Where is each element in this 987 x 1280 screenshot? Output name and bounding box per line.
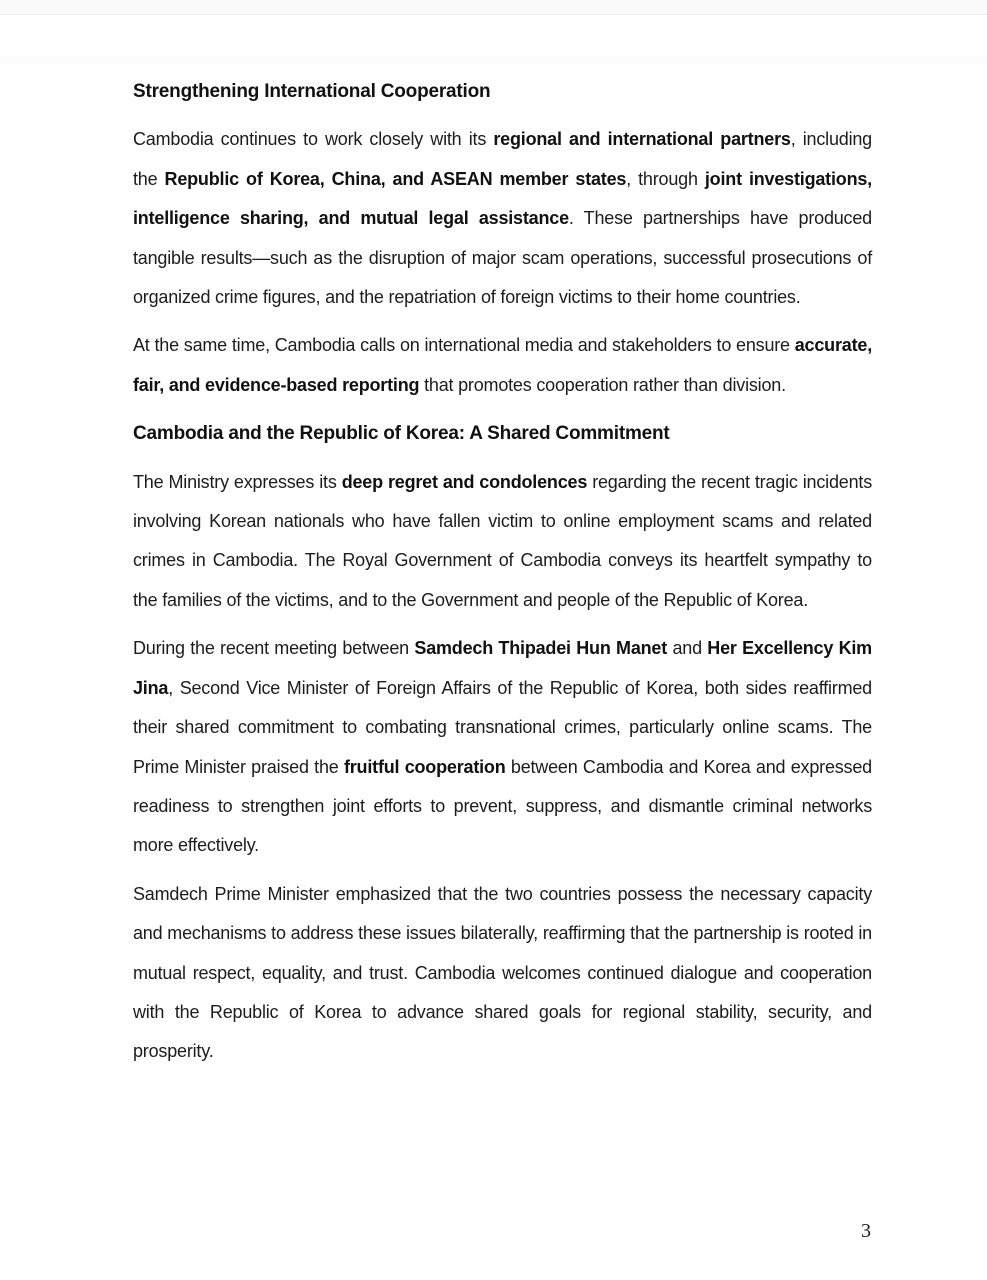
scan-artifact-top <box>0 0 987 15</box>
bold-run: deep regret and condolences <box>341 471 588 492</box>
bold-run: fruitful cooperation <box>343 756 506 777</box>
text-run: between Cambodia and Korea and expressed readiness to strengthen joint efforts to prevent, suppress, and dismantle criminal networks more effectively. <box>133 756 872 856</box>
section-heading-strengthening-international-cooperation: Strengthening International Cooperation <box>133 81 491 102</box>
page-number: 3 <box>861 1220 871 1242</box>
text-run: regarding the recent tragic incidents involving Korean nationals who have fallen victim to online employment scams and related crimes in Cambodia. The Royal Government of Cambodia conveys its heartfelt sympathy to the families of the victims, and to the Government and people of the Republic of Korea. <box>133 471 872 610</box>
text-run: . These partnerships have produced tangible results—such as the disruption of major scam operations, successful prosecutions of organized crime figures, and the repatriation of foreign victims to their home countries. <box>133 208 872 308</box>
text-run: The Ministry expresses its <box>133 471 342 492</box>
text-run: , including the <box>133 129 872 189</box>
text-run: , through <box>626 168 705 189</box>
section-heading-shared-commitment: Cambodia and the Republic of Korea: A Shared Commitment <box>133 423 670 445</box>
text-run: , Second Vice Minister of Foreign Affairs of the Republic of Korea, both sides reaffirmed their shared commitment to combating transnational crimes, particularly online scams. The Prime Minister praised the <box>133 677 872 777</box>
scan-artifact-mid <box>0 56 987 64</box>
text-run: Samdech Prime Minister emphasized that the two countries possess the necessary capacity and mechanisms to address these issues bilaterally, reaffirming that the partnership is rooted in mutual respect, equality, and trust. Cambodia welcomes continued dialogue and cooperation with the Republic of Korea to advance shared goals for regional stability, security, and prosperity. <box>133 883 872 1062</box>
paragraph-recent-meeting <box>133 629 872 865</box>
paragraph-regret-condolences <box>133 463 872 621</box>
document-body <box>133 72 872 1081</box>
bold-run: Samdech Thipadei Hun Manet <box>414 638 668 659</box>
paragraph-media-stakeholders <box>133 326 872 405</box>
bold-run: Republic of Korea, China, and ASEAN member states <box>164 168 627 189</box>
text-run: that promotes cooperation rather than division. <box>419 374 786 395</box>
paragraph-bilateral-capacity <box>133 875 872 1072</box>
bold-run: regional and international partners <box>493 129 791 150</box>
bold-run: accurate, fair, and evidence-based reporting <box>133 335 872 395</box>
text-run: Cambodia continues to work closely with its <box>133 129 494 150</box>
text-run: During the recent meeting between <box>133 638 415 659</box>
text-run: At the same time, Cambodia calls on international media and stakeholders to ensure <box>133 335 795 356</box>
bold-run: Her Excellency Kim Jina <box>133 638 872 698</box>
bold-run: joint investigations, intelligence sharing, and mutual legal assistance <box>133 168 872 229</box>
paragraph-international-partners <box>133 120 872 317</box>
text-run: and <box>667 638 708 659</box>
